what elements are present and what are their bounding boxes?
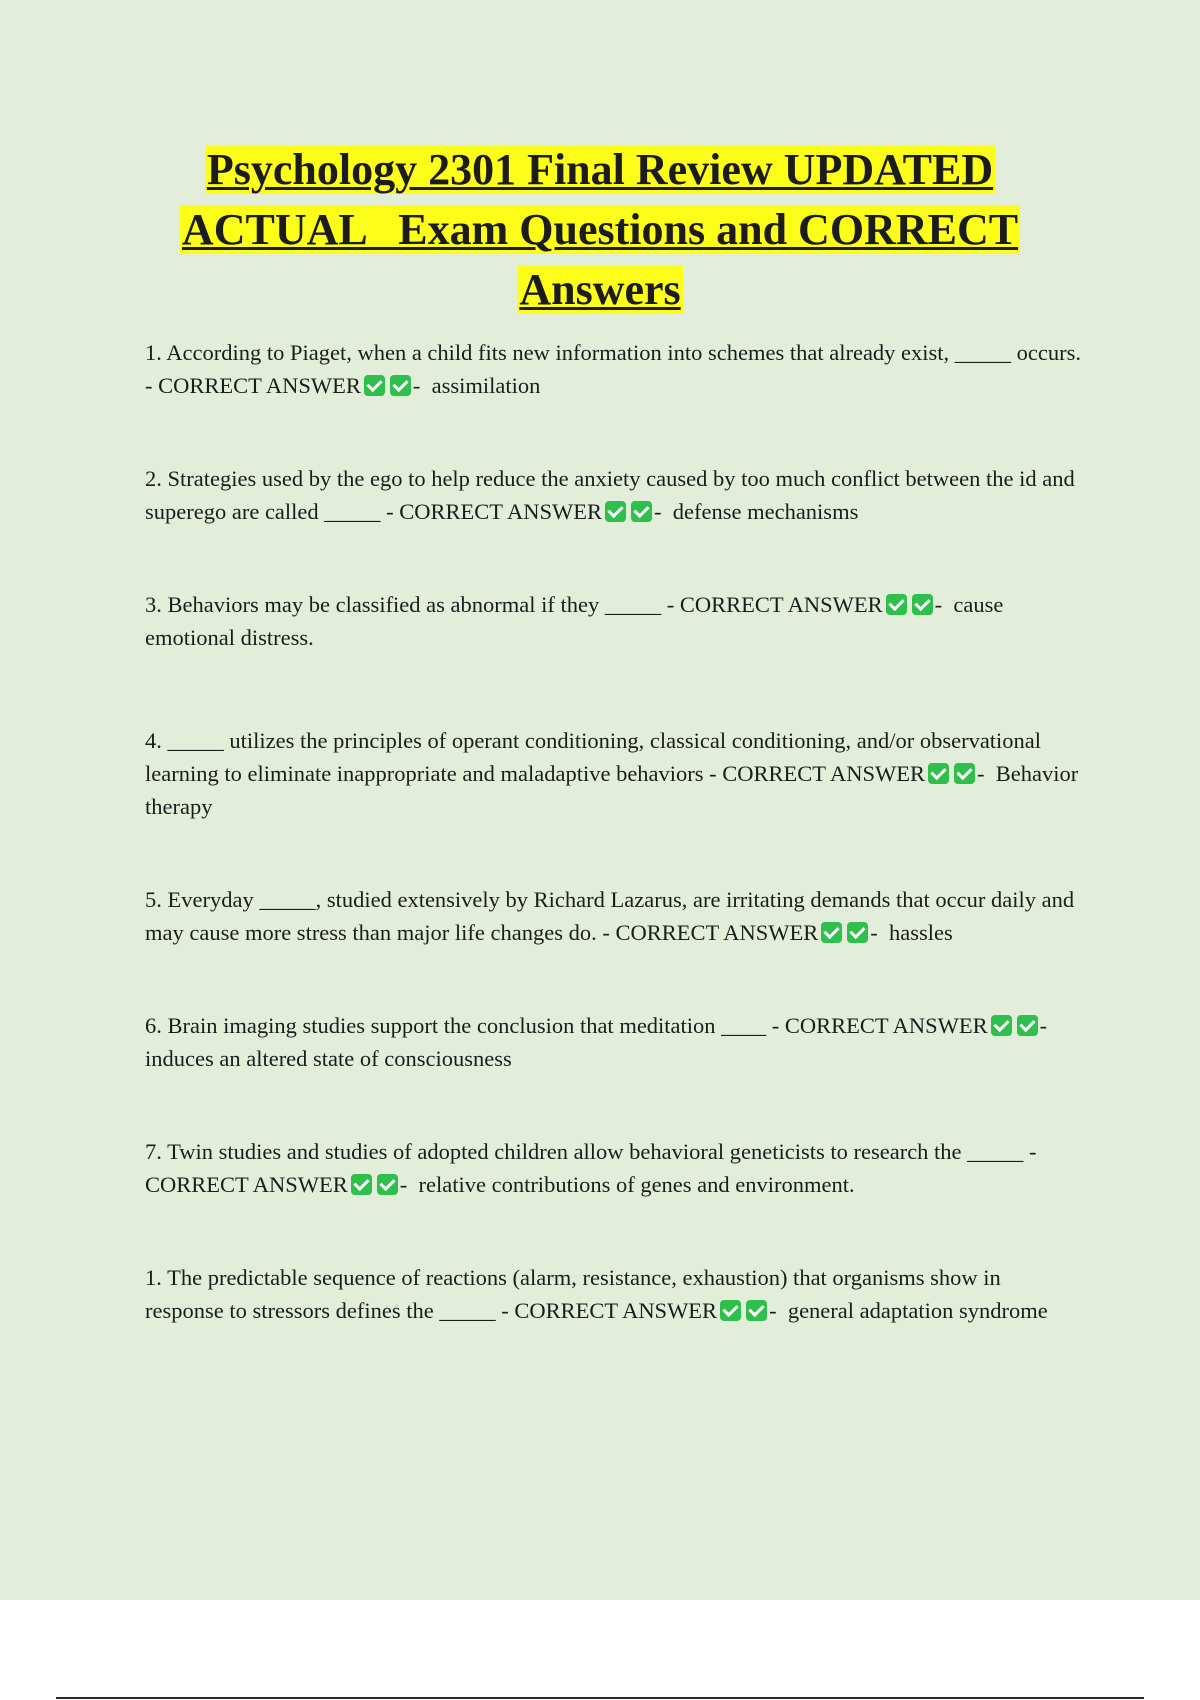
qa-item: 1. The predictable sequence of reactions (alarm, resistance, exhaustion) that organisms show in response to stressors defines the _____ - CORRECT ANSWER - general adaptation syndrome — [145, 1265, 1048, 1323]
check-icon — [377, 1174, 398, 1195]
check-icon — [605, 501, 626, 522]
check-icon — [847, 922, 868, 943]
qa-item: 7. Twin studies and studies of adopted children allow behavioral geneticists to research the _____ - CORRECT ANSWER - relative contributions of genes and environment. — [145, 1139, 1037, 1197]
answer-label: - CORRECT ANSWER — [386, 499, 603, 524]
answer-label: - CORRECT ANSWER — [602, 920, 819, 945]
answer-text: Behavior therapy — [145, 761, 1079, 819]
qa-item: 6. Brain imaging studies support the conclusion that meditation ____ - CORRECT ANSWER - induces an altered state of consciousness — [145, 1013, 1053, 1071]
check-icon — [912, 594, 933, 615]
answer-text: assimilation — [431, 373, 541, 398]
answer-text: general adaptation syndrome — [787, 1298, 1048, 1323]
qa-item: 3. Behaviors may be classified as abnormal if they _____ - CORRECT ANSWER - cause emotional distress. — [145, 592, 1004, 650]
footer-divider — [56, 1697, 1144, 1699]
check-icon — [821, 922, 842, 943]
answer-label: - CORRECT ANSWER — [501, 1298, 718, 1323]
question-text: 5. Everyday _____, studied extensively by Richard Lazarus, are irritating demands that occur daily and may cause more stress than major life changes do. — [145, 887, 1075, 945]
check-icon — [928, 763, 949, 784]
question-text: 6. Brain imaging studies support the conclusion that meditation ____ — [145, 1013, 767, 1038]
answer-text: relative contributions of genes and environment. — [418, 1172, 855, 1197]
check-icon — [1017, 1015, 1038, 1036]
title-line: Answers — [519, 265, 681, 314]
check-icon — [364, 375, 385, 396]
check-icon — [886, 594, 907, 615]
question-text: 1. The predictable sequence of reactions (alarm, resistance, exhaustion) that organisms show in response to stressors defines the _____ — [145, 1265, 1001, 1323]
qa-item: 1. According to Piaget, when a child fits new information into schemes that already exist, _____ occurs. - CORRECT ANSWER - assimilation — [145, 340, 1082, 398]
question-text: 3. Behaviors may be classified as abnormal if they _____ — [145, 592, 662, 617]
check-icon — [954, 763, 975, 784]
check-icon — [351, 1174, 372, 1195]
question-text: 1. According to Piaget, when a child fits new information into schemes that already exist, _____ occurs. — [145, 340, 1082, 365]
check-icon — [720, 1300, 741, 1321]
qa-item: 2. Strategies used by the ego to help reduce the anxiety caused by too much conflict between the id and superego are called _____ - CORRECT ANSWER - defense mechanisms — [145, 466, 1075, 524]
qa-list — [145, 336, 1085, 1387]
qa-item: 5. Everyday _____, studied extensively by Richard Lazarus, are irritating demands that occur daily and may cause more stress than major life changes do. - CORRECT ANSWER - hassles — [145, 887, 1075, 945]
question-text: 2. Strategies used by the ego to help reduce the anxiety caused by too much conflict between the id and superego are called _____ — [145, 466, 1075, 524]
check-icon — [390, 375, 411, 396]
answer-label: - CORRECT ANSWER — [145, 373, 361, 398]
answer-text: cause emotional distress. — [145, 592, 1004, 650]
answer-label: - CORRECT ANSWER — [709, 761, 926, 786]
check-icon — [991, 1015, 1012, 1036]
answer-label: - CORRECT ANSWER — [145, 1139, 1037, 1197]
question-text: 7. Twin studies and studies of adopted children allow behavioral geneticists to research the _____ — [145, 1139, 1024, 1164]
check-icon — [746, 1300, 767, 1321]
answer-text: hassles — [888, 920, 953, 945]
answer-text: defense mechanisms — [672, 499, 859, 524]
check-icon — [631, 501, 652, 522]
answer-text: induces an altered state of consciousness — [145, 1046, 512, 1071]
title-line: ACTUAL Exam Questions and CORRECT — [181, 205, 1019, 254]
document-title — [100, 140, 1100, 320]
question-text: 4. _____ utilizes the principles of operant conditioning, classical conditioning, and/or observational learning to eliminate inappropriate and maladaptive behaviors — [145, 728, 1042, 786]
answer-label: - CORRECT ANSWER — [771, 1013, 988, 1038]
answer-label: - CORRECT ANSWER — [666, 592, 883, 617]
title-line: Psychology 2301 Final Review UPDATED — [206, 145, 994, 194]
qa-item: 4. _____ utilizes the principles of operant conditioning, classical conditioning, and/or observational learning to eliminate inappropriate and maladaptive behaviors - CORRECT ANSWER - Behavior therapy — [145, 728, 1079, 819]
